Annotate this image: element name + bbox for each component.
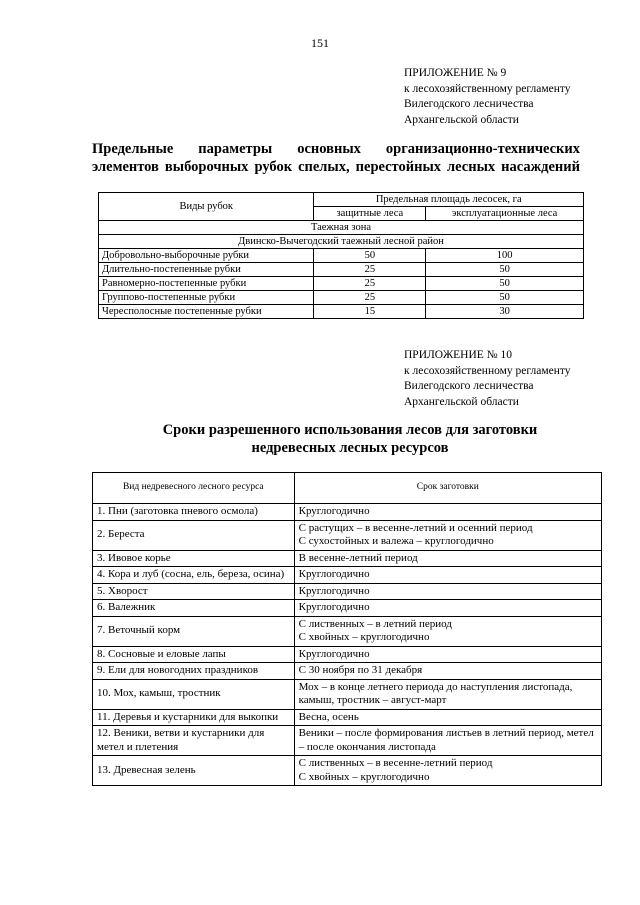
table-row	[99, 291, 584, 305]
table-cell: 50	[314, 249, 426, 263]
appendix-10-line: Вилегодского лесничества	[404, 380, 534, 392]
period-cell	[294, 709, 601, 726]
resource-cell: 12. Веники, ветви и кустарники для метел и плетения	[93, 726, 295, 756]
resource-cell: 4. Кора и луб (сосна, ель, береза, осина)	[93, 567, 295, 584]
period-line: С лиственных – в весенне-летний период	[298, 757, 493, 769]
table-cell: 50	[426, 277, 584, 291]
period-line: С 30 ноября по 31 декабря	[298, 664, 423, 676]
table-row	[93, 646, 602, 663]
period-cell	[294, 550, 601, 567]
period-line: Круглогодично	[298, 647, 370, 660]
table-row	[99, 249, 584, 263]
table-row	[93, 567, 602, 584]
table-row	[93, 504, 602, 521]
period-cell	[294, 520, 601, 550]
table-row	[99, 305, 584, 319]
table1-header-cell: Виды рубок	[99, 193, 314, 221]
period-line: Круглогодично	[298, 568, 370, 580]
appendix-9-line: Вилегодского лесничества	[404, 98, 534, 110]
table-row	[93, 520, 602, 550]
table-cell: 25	[314, 291, 426, 305]
period-line: С растущих – в весенне-летний и осенний период	[298, 521, 533, 534]
resource-cell: 7. Веточный корм	[93, 616, 295, 646]
period-cell	[294, 616, 601, 646]
table-row	[93, 583, 602, 600]
table-cell: Равномерно-постепенные рубки	[99, 277, 314, 291]
resource-cell: 13. Древесная зелень	[93, 756, 295, 786]
period-cell	[294, 679, 601, 709]
table-row	[93, 600, 602, 617]
table1-title: Предельные параметры основных организационно-технических элементов выборочных рубок спелых, перестойных лесных насаждений	[92, 141, 580, 175]
table1-zone-row: Таежная зона	[99, 221, 584, 235]
table-cell: Группово-постепенные рубки	[99, 291, 314, 305]
period-cell	[294, 663, 601, 680]
table-row	[93, 679, 602, 709]
appendix-9-title: ПРИЛОЖЕНИЕ № 9	[404, 67, 507, 79]
resource-cell: 10. Мох, камыш, тростник	[93, 679, 295, 709]
period-cell	[294, 504, 601, 521]
period-cell	[294, 726, 601, 756]
cutting-parameters-table	[98, 192, 584, 319]
period-line: С хвойных – круглогодично	[298, 770, 430, 783]
table-row	[93, 550, 602, 567]
period-line: Мох – в конце летнего периода до наступления листопада, камыш, тростник – август-март	[298, 680, 573, 706]
period-cell	[294, 646, 601, 663]
resource-cell: 11. Деревья и кустарники для выкопки	[93, 709, 295, 726]
table1-header-cell: Предельная площадь лесосек, га	[314, 193, 584, 207]
table-row	[93, 726, 602, 756]
harvest-periods-table	[92, 472, 602, 786]
table-row	[99, 263, 584, 277]
appendix-9-header	[404, 66, 571, 128]
resource-cell: 1. Пни (заготовка пневого осмола)	[93, 504, 295, 521]
period-line: Круглогодично	[298, 601, 370, 613]
table-cell: Чересполосные постепенные рубки	[99, 305, 314, 319]
table-cell: Добровольно-выборочные рубки	[99, 249, 314, 263]
table-row	[93, 709, 602, 726]
table-row	[93, 616, 602, 646]
table-cell: 25	[314, 277, 426, 291]
resource-cell: 6. Валежник	[93, 600, 295, 617]
table-row	[99, 277, 584, 291]
resource-cell: 9. Ели для новогодних праздников	[93, 663, 295, 680]
table-cell: 30	[426, 305, 584, 319]
period-cell	[294, 756, 601, 786]
resource-cell: 2. Береста	[93, 520, 295, 550]
appendix-10-line: Архангельской области	[404, 395, 519, 408]
period-cell	[294, 583, 601, 600]
period-cell	[294, 567, 601, 584]
period-line: В весенне-летний период	[298, 551, 418, 564]
table1-header-cell: эксплуатационные леса	[426, 207, 584, 221]
appendix-10-header	[404, 348, 571, 410]
resource-cell: 3. Ивовое корье	[93, 550, 295, 567]
period-line: Круглогодично	[298, 505, 370, 517]
table-cell: 25	[314, 263, 426, 277]
table1-header-cell: защитные леса	[314, 207, 426, 221]
table-row	[93, 663, 602, 680]
period-cell	[294, 600, 601, 617]
table-cell: 100	[426, 249, 584, 263]
table2-title-line: Сроки разрешенного использования лесов для заготовки	[162, 422, 538, 438]
table2-title-line: недревесных лесных ресурсов	[251, 440, 449, 456]
appendix-10-line: к лесохозяйственному регламенту	[404, 364, 571, 377]
table1-region-row: Двинско-Вычегодский таежный лесной район	[99, 235, 584, 249]
table2-header-cell: Срок заготовки	[294, 473, 601, 504]
period-line: С хвойных – круглогодично	[298, 631, 430, 643]
period-line: С лиственных – в летний период	[298, 617, 452, 630]
table-cell: 50	[426, 291, 584, 305]
table-cell: 50	[426, 263, 584, 277]
appendix-10-title: ПРИЛОЖЕНИЕ № 10	[404, 349, 513, 361]
table2-title	[120, 421, 580, 457]
table-cell: Длительно-постепенные рубки	[99, 263, 314, 277]
appendix-9-line: Архангельской области	[404, 113, 519, 126]
table-cell: 15	[314, 305, 426, 319]
period-line: С сухостойных и валежа – круглогодично	[298, 535, 494, 547]
period-line: Весна, осень	[298, 710, 359, 723]
resource-cell: 8. Сосновые и еловые лапы	[93, 646, 295, 663]
table2-header-cell: Вид недревесного лесного ресурса	[93, 473, 295, 504]
appendix-9-line: к лесохозяйственному регламенту	[404, 82, 571, 95]
table-row	[93, 756, 602, 786]
resource-cell: 5. Хворост	[93, 583, 295, 600]
period-line: Круглогодично	[298, 584, 370, 597]
period-line: Веники – после формирования листьев в летний период, метел – после окончания листопада	[298, 727, 594, 753]
page-number: 151	[311, 36, 329, 50]
